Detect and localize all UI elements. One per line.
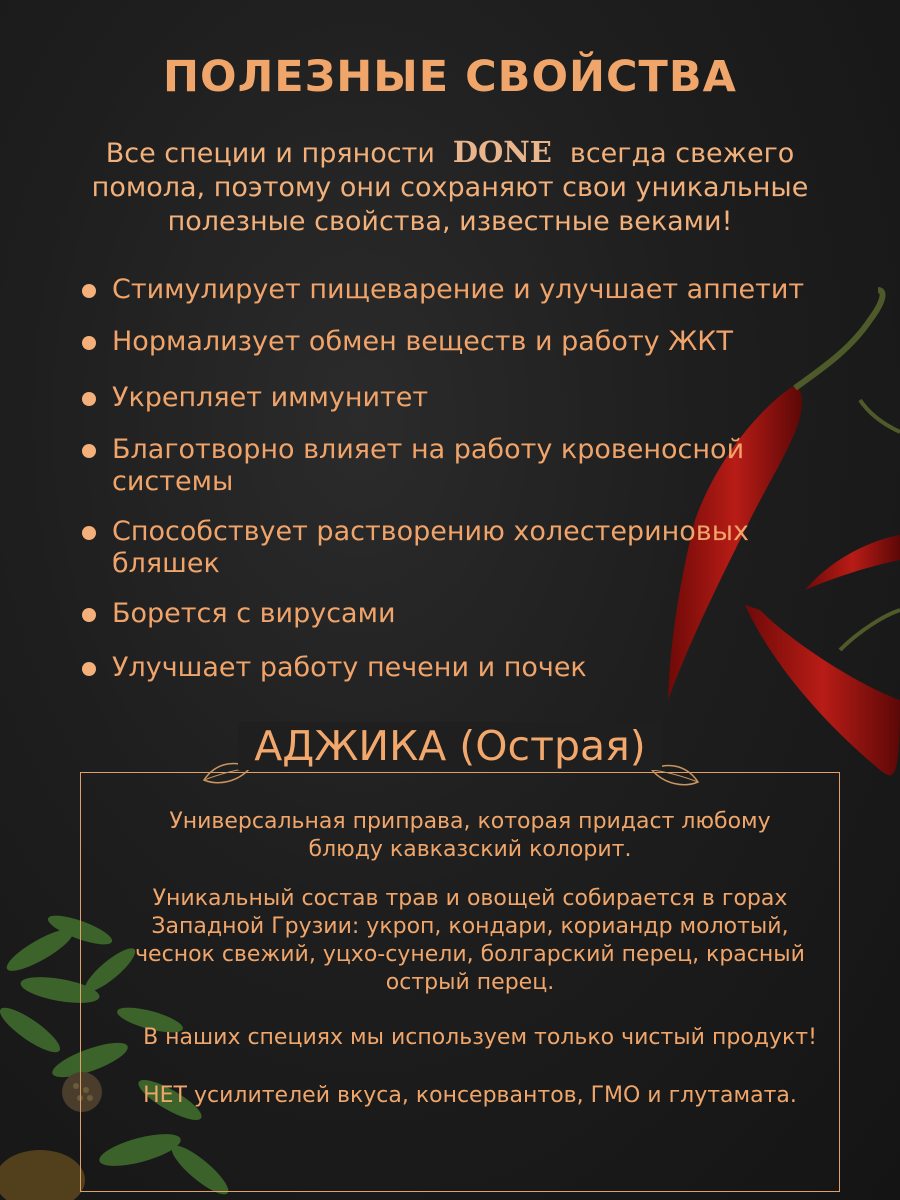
product-no-additives-note: НЕТ усилителей вкуса, консервантов, ГМО и глутамата. bbox=[143, 1083, 797, 1108]
bullet-dot-icon bbox=[82, 392, 96, 406]
bullet-dot-icon bbox=[82, 526, 96, 540]
brand-name: DONE bbox=[452, 135, 552, 169]
product-description-1: Универсальная приправа, которая придаст любому блюду кавказский колорит. bbox=[169, 809, 771, 862]
bullet-dot-icon bbox=[82, 662, 96, 676]
bullet-dot-icon bbox=[82, 284, 96, 298]
intro-after: всегда свежего bbox=[569, 138, 795, 169]
product-purity-note: В наших специях мы используем только чистый продукт! bbox=[143, 1025, 817, 1050]
product-name: АДЖИКА (Острая) bbox=[0, 722, 900, 770]
benefit-item: Борется с вирусами bbox=[80, 598, 812, 630]
benefit-item: Укрепляет иммунитет bbox=[80, 382, 812, 414]
bullet-dot-icon bbox=[82, 336, 96, 350]
bullet-dot-icon bbox=[82, 608, 96, 622]
benefit-item: Способствует растворению холестериновых бляшек bbox=[80, 516, 812, 580]
intro-text bbox=[40, 135, 860, 239]
intro-line-3: полезные свойства, известные веками! bbox=[167, 206, 733, 237]
bullet-dot-icon bbox=[82, 444, 96, 458]
benefit-item: Благотворно влияет на работу кровеносной системы bbox=[80, 434, 812, 498]
benefit-item: Стимулирует пищеварение и улучшает аппетит bbox=[80, 274, 812, 306]
product-ingredients: Уникальный состав трав и овощей собирается в горах Западной Грузии: укроп, кондари, кориандр молотый, чеснок свежий, уцхо-сунели, болгарский перец, красный острый перец. bbox=[135, 886, 805, 995]
intro-line-2: помола, поэтому они сохраняют свои уникальные bbox=[91, 172, 809, 203]
benefit-item: Нормализует обмен веществ и работу ЖКТ bbox=[80, 326, 812, 358]
intro-before: Все специи и пряности bbox=[105, 138, 435, 169]
page-title: ПОЛЕЗНЫЕ СВОЙСТВА bbox=[163, 52, 737, 102]
benefit-item: Улучшает работу печени и почек bbox=[80, 652, 812, 684]
